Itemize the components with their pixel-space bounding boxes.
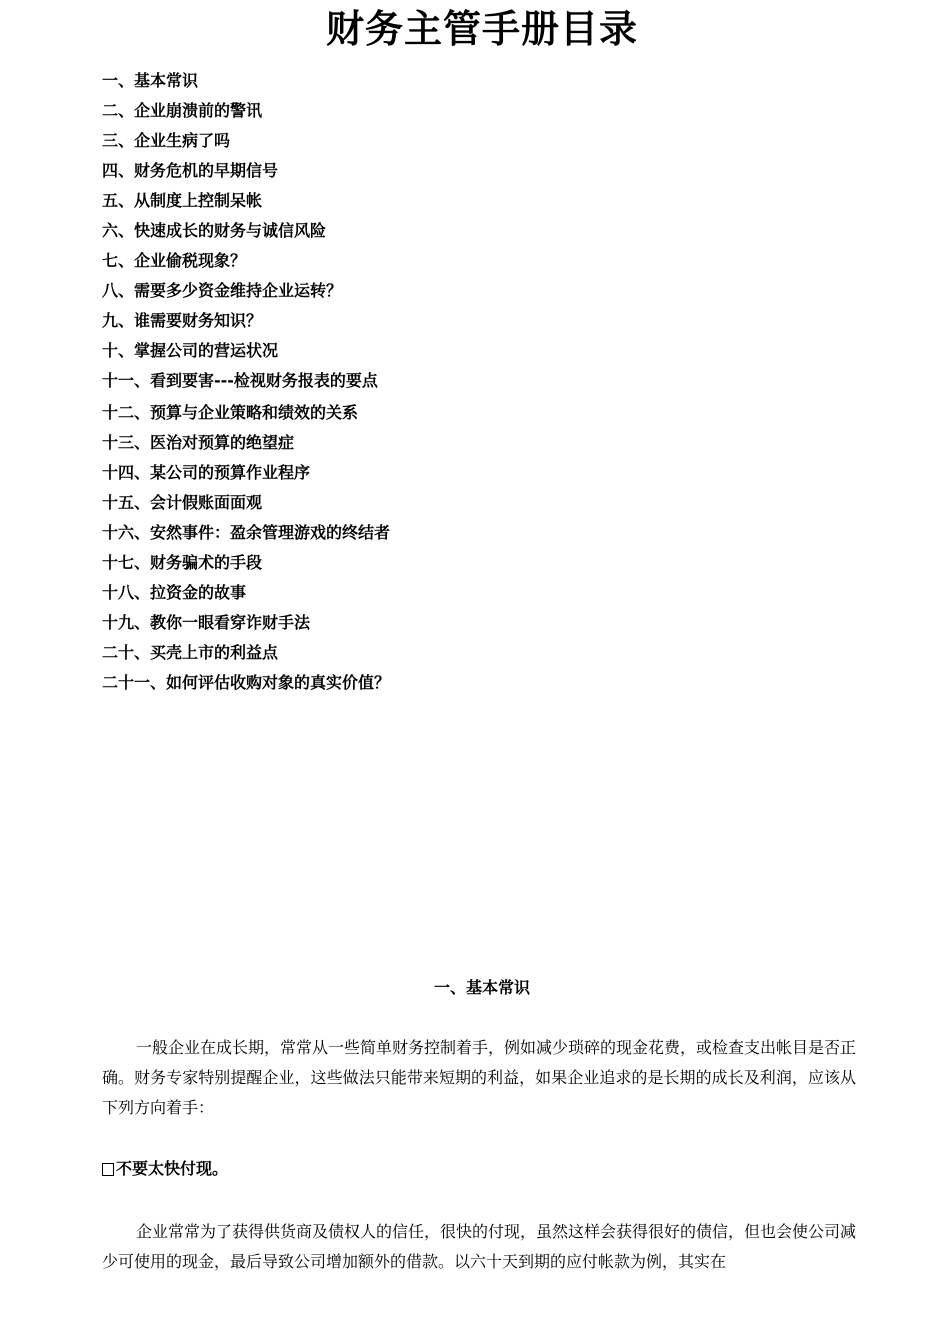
toc-item: 十七、财务骗术的手段 [102, 553, 263, 572]
toc-item: 七、企业偷税现象？ [102, 251, 247, 270]
toc-item: 十二、预算与企业策略和绩效的关系 [102, 403, 359, 422]
toc-item: 十、掌握公司的营运状况 [102, 341, 279, 360]
toc-item: 一、基本常识 [102, 71, 199, 90]
table-of-contents [102, 66, 390, 698]
bullet-text: 不要太快付现。 [116, 1159, 229, 1178]
toc-item: 五、从制度上控制呆帐 [102, 191, 263, 210]
toc-item: 二十、买壳上市的利益点 [102, 643, 279, 662]
toc-item: 三、企业生病了吗 [102, 131, 231, 150]
toc-item: 十四、某公司的预算作业程序 [102, 463, 311, 482]
toc-item: 九、谁需要财务知识？ [102, 311, 263, 330]
toc-item: 二十一、如何评估收购对象的真实价值？ [102, 673, 391, 692]
toc-item: 二、企业崩溃前的警讯 [102, 101, 263, 120]
toc-item: 十一、看到要害---检视财务报表的要点 [102, 371, 378, 390]
toc-item: 十三、医治对预算的绝望症 [102, 433, 295, 452]
toc-item: 四、财务危机的早期信号 [102, 161, 279, 180]
body-paragraph: 企业常常为了获得供货商及债权人的信任，很快的付现，虽然这样会获得很好的债信，但也会使公司减少可使用的现金，最后导致公司增加额外的借款。以六十天到期的应付帐款为例，其实在 [102, 1222, 857, 1271]
toc-item: 十八、拉资金的故事 [102, 583, 247, 602]
toc-item: 八、需要多少资金维持企业运转？ [102, 281, 343, 300]
toc-item: 十九、教你一眼看穿诈财手法 [102, 613, 311, 632]
bullet-point [102, 1155, 228, 1183]
body-paragraph: 一般企业在成长期，常常从一些简单财务控制着手，例如减少琐碎的现金花费，或检查支出帐目是否正确。财务专家特别提醒企业，这些做法只能带来短期的利益，如果企业追求的是长期的成长及利润，应该从下列方向着手： [102, 1038, 857, 1117]
document-title: 财务主管手册目录 [325, 7, 638, 51]
toc-item: 六、快速成长的财务与诚信风险 [102, 221, 327, 240]
toc-item: 十五、会计假账面面观 [102, 493, 263, 512]
checkbox-icon [102, 1163, 114, 1176]
toc-item: 十六、安然事件：盈余管理游戏的终结者 [102, 523, 391, 542]
section-heading: 一、基本常识 [433, 978, 530, 997]
